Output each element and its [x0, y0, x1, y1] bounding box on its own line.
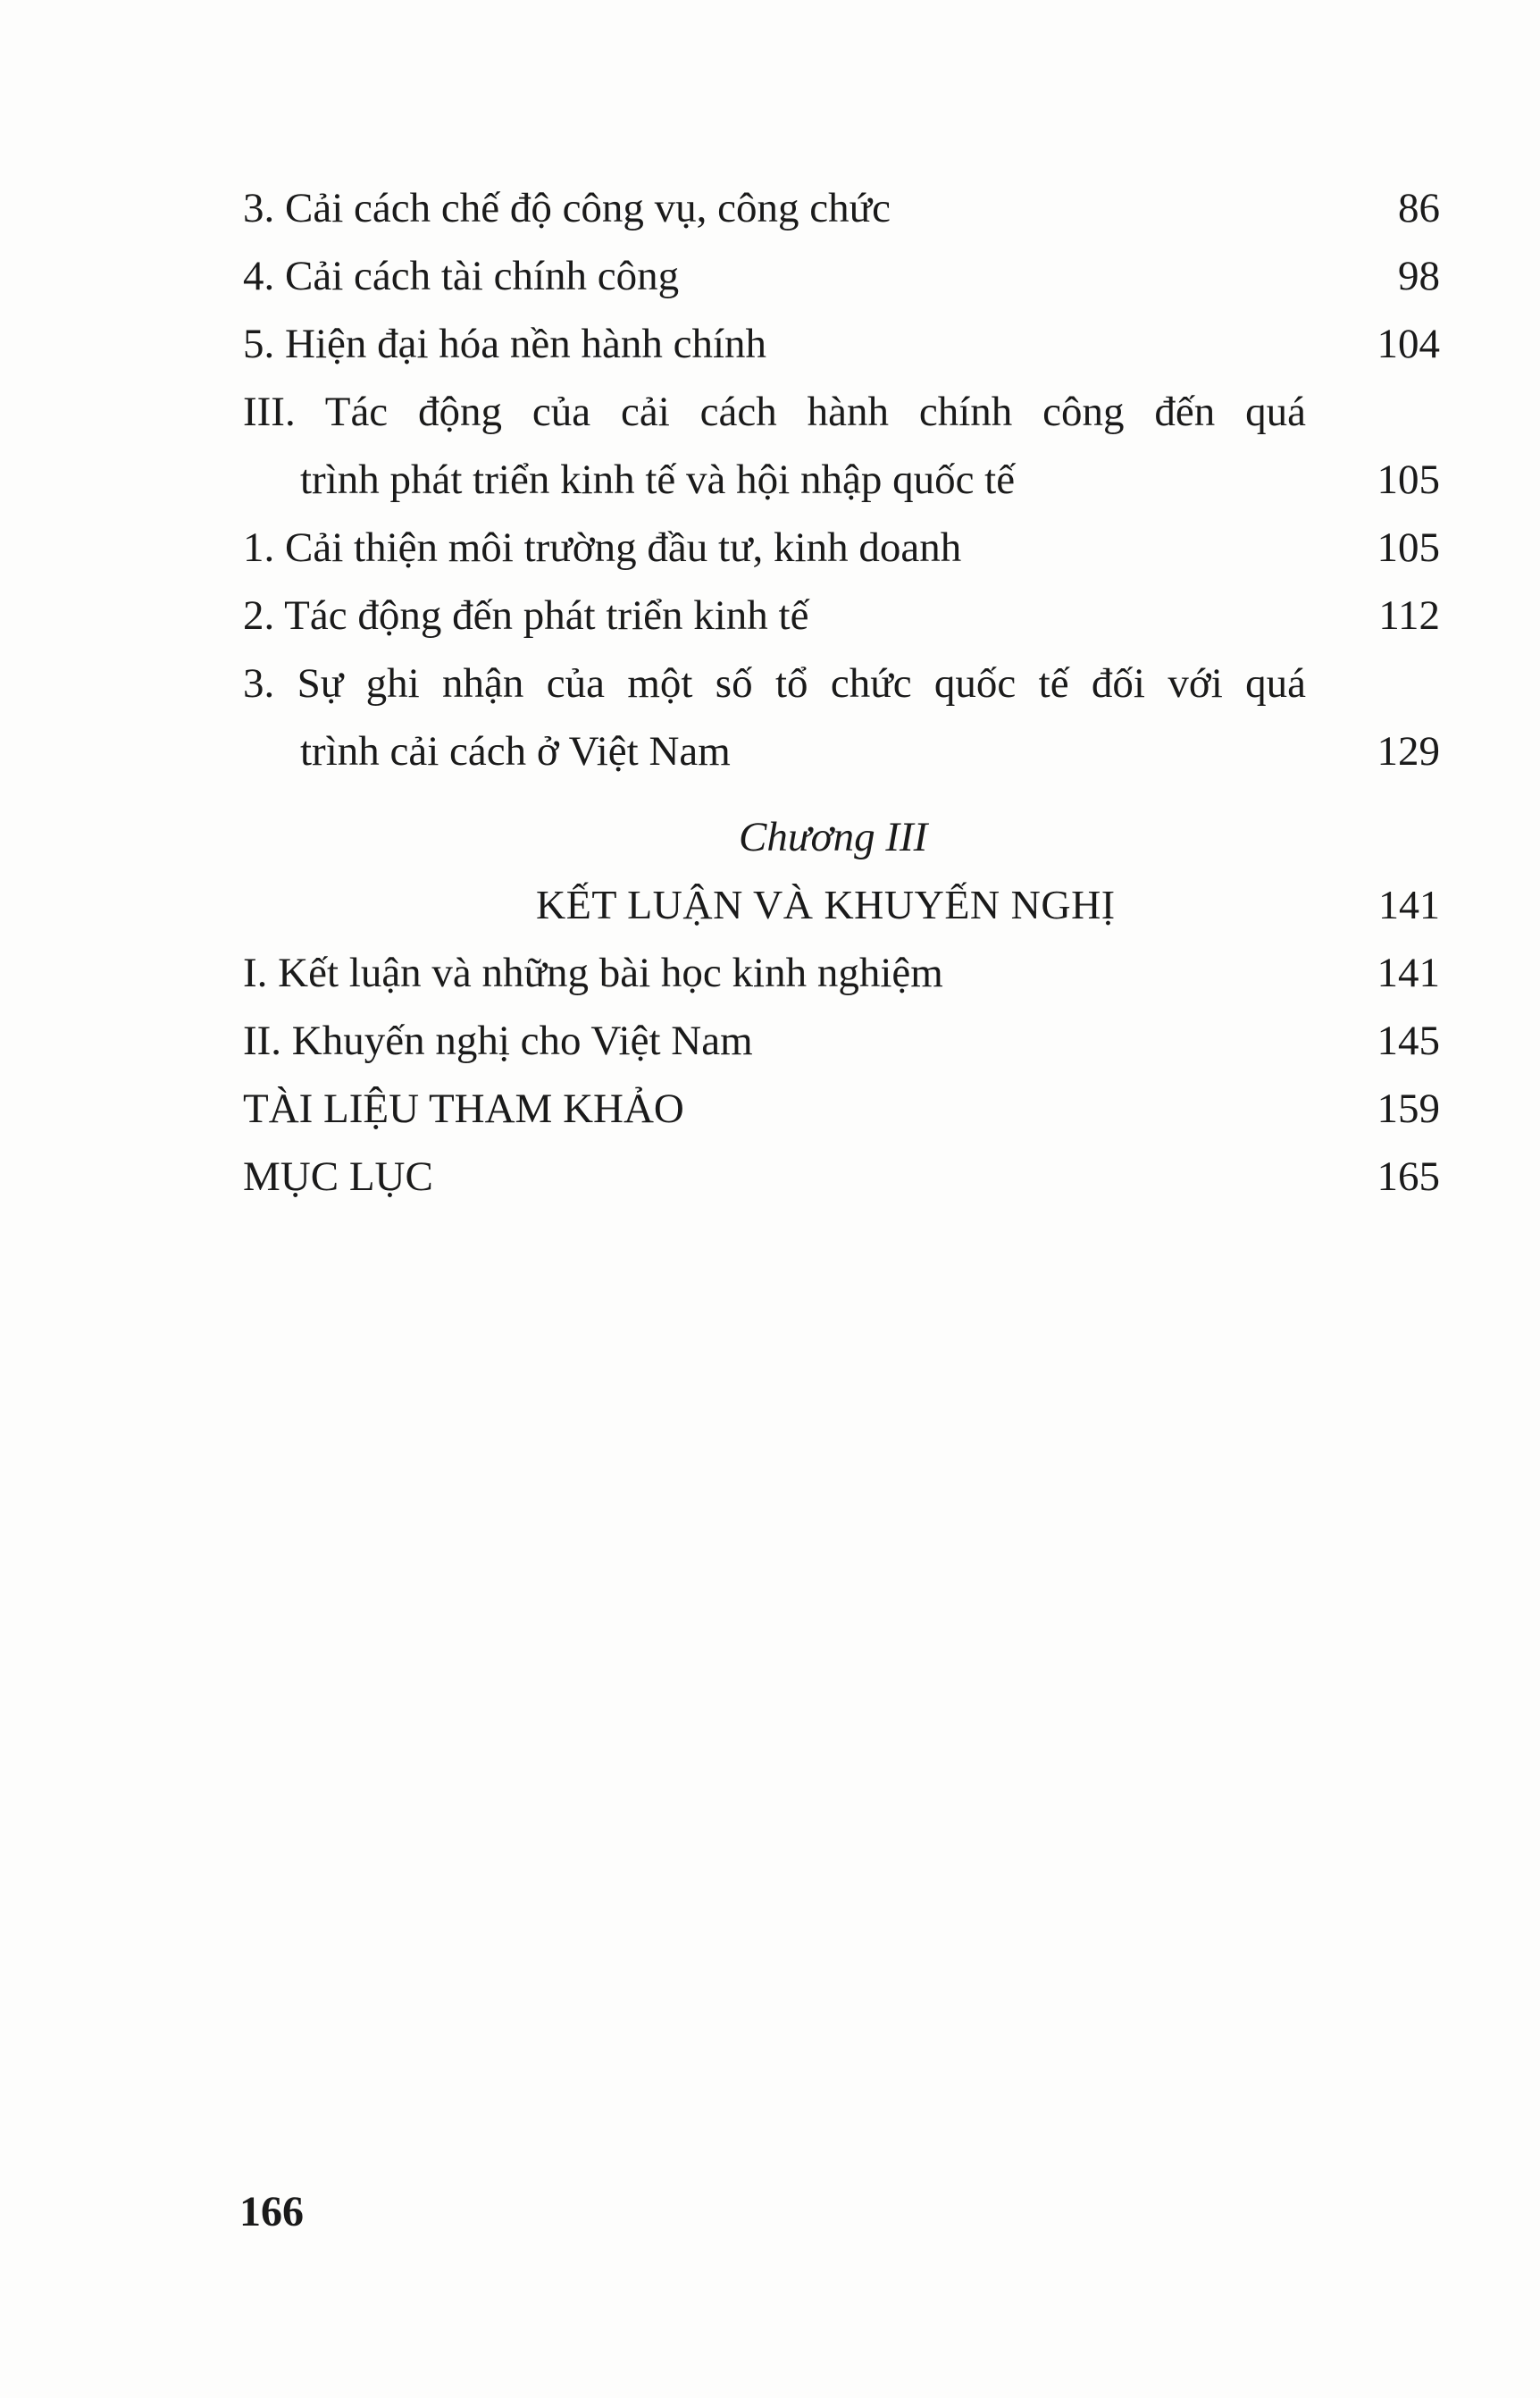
- toc-entry-page: 159: [1377, 1086, 1440, 1132]
- toc-entry: [243, 1075, 1440, 1143]
- toc-entry-title: II. Khuyến nghị cho Việt Nam: [243, 1018, 753, 1064]
- toc-entry-multiline: [243, 650, 1440, 717]
- toc-entry-page: 129: [1377, 728, 1440, 775]
- toc-entry: [243, 310, 1440, 378]
- toc-section-heading: [243, 378, 1440, 446]
- toc-entry: [243, 582, 1440, 650]
- bleed-through-text: [465, 1224, 473, 1266]
- toc-entry-page: 145: [1377, 1018, 1440, 1064]
- chapter-label-text: Chương III: [739, 814, 928, 860]
- toc-entry-page: 104: [1377, 321, 1440, 367]
- toc-entry-title-line1: 3. Sự ghi nhận của một số tổ chức quốc tế đối với quá: [243, 660, 1306, 707]
- toc-section-title-line1: III. Tác động của cải cách hành chính công đến quá: [243, 389, 1306, 435]
- table-of-contents: [243, 174, 1440, 1211]
- toc-entry-page: 112: [1378, 592, 1440, 639]
- toc-entry-page: 141: [1377, 950, 1440, 996]
- toc-entry-title: MỤC LỤC: [243, 1153, 433, 1200]
- toc-entry-title: 3. Cải cách chế độ công vụ, công chức: [243, 185, 891, 231]
- toc-entry: [243, 242, 1440, 310]
- toc-section-title-line2: trình phát triển kinh tế và hội nhập quốc tế: [300, 457, 1016, 503]
- toc-entry: [243, 939, 1440, 1007]
- toc-entry-title: 1. Cải thiện môi trường đầu tư, kinh doanh: [243, 524, 962, 571]
- toc-entry-title: TÀI LIỆU THAM KHẢO: [243, 1086, 684, 1132]
- chapter-heading: [243, 871, 1440, 939]
- toc-entry: [243, 174, 1440, 242]
- toc-section-page: 105: [1377, 457, 1440, 503]
- chapter-title: KẾT LUẬN VÀ KHUYẾN NGHỊ: [536, 882, 1116, 927]
- toc-entry-page: 105: [1377, 524, 1440, 571]
- toc-entry-multiline-continued: [243, 717, 1440, 785]
- chapter-label: [243, 803, 1440, 871]
- toc-entry-page: 86: [1398, 185, 1440, 231]
- chapter-page: 141: [1378, 882, 1440, 927]
- toc-entry-title: 5. Hiện đại hóa nền hành chính: [243, 321, 767, 367]
- toc-entry: [243, 1143, 1440, 1211]
- toc-entry-title: 4. Cải cách tài chính công: [243, 253, 680, 299]
- toc-entry-title: 2. Tác động đến phát triển kinh tế: [243, 592, 809, 639]
- toc-entry: [243, 514, 1440, 582]
- toc-entry-title: I. Kết luận và những bài học kinh nghiệm: [243, 950, 943, 996]
- toc-entry-page: 165: [1377, 1153, 1440, 1200]
- page-number: 166: [239, 2188, 304, 2235]
- toc-entry-page: 98: [1398, 253, 1440, 299]
- toc-entry: [243, 1007, 1440, 1075]
- toc-entry-title-line2: trình cải cách ở Việt Nam: [300, 728, 731, 775]
- toc-section-heading-continued: [243, 446, 1440, 514]
